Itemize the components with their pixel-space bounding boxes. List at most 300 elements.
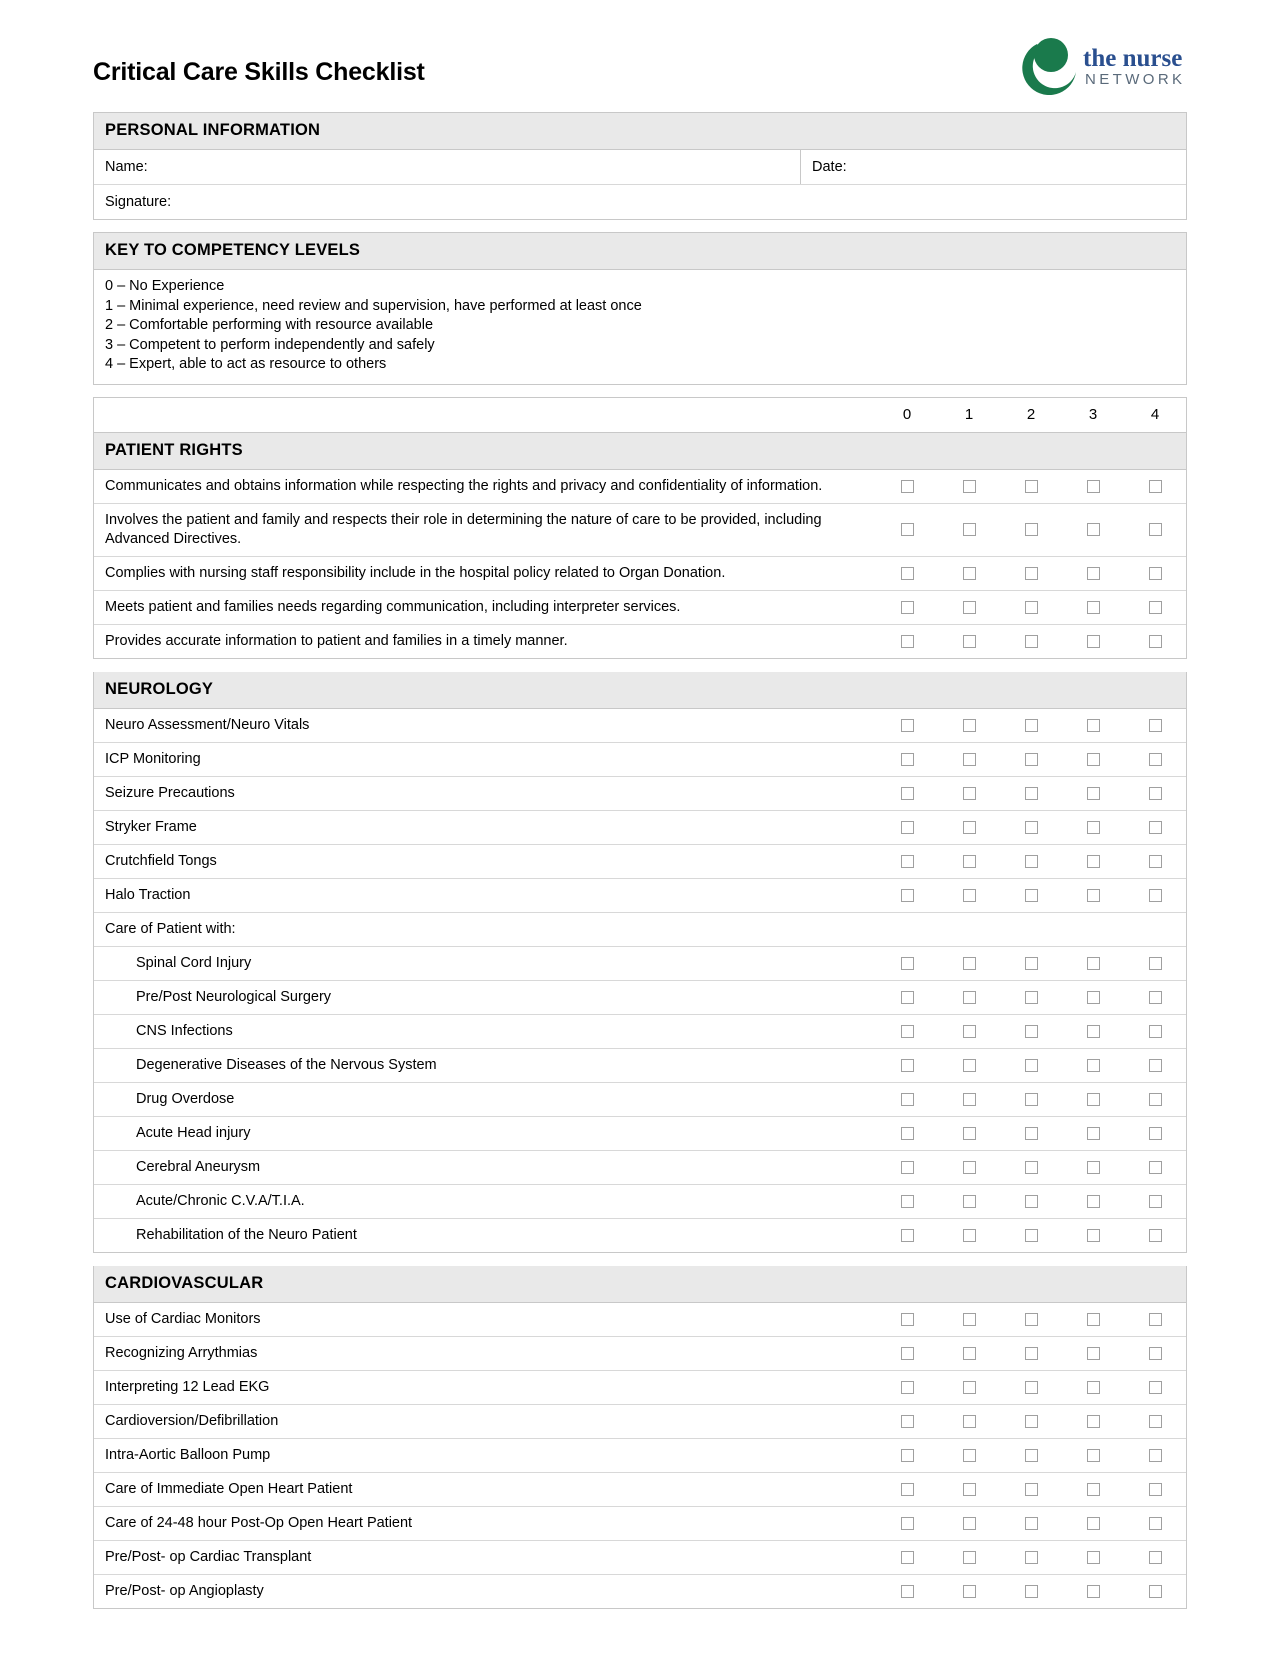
checkbox-1[interactable] (963, 1347, 976, 1360)
checkbox-3[interactable] (1087, 1313, 1100, 1326)
checklist-row (94, 1185, 1186, 1219)
rating-cell-3[interactable] (1062, 1083, 1124, 1116)
rating-cell-3[interactable] (1062, 709, 1124, 742)
rating-cell-4[interactable] (1124, 1439, 1186, 1472)
rating-cell-1[interactable] (938, 981, 1000, 1014)
checkbox-2[interactable] (1025, 1517, 1038, 1530)
rating-cell-1[interactable] (938, 1405, 1000, 1438)
rating-cell-1[interactable] (938, 1541, 1000, 1574)
rating-cell-1[interactable] (938, 1507, 1000, 1540)
checkbox-4[interactable] (1149, 1313, 1162, 1326)
rating-cell-0[interactable] (876, 1541, 938, 1574)
checkbox-3[interactable] (1087, 1347, 1100, 1360)
rating-cell-3[interactable] (1062, 1473, 1124, 1506)
checkbox-2[interactable] (1025, 523, 1038, 536)
checkbox-1[interactable] (963, 1551, 976, 1564)
rating-cell-4[interactable] (1124, 1015, 1186, 1048)
rating-cell-2[interactable] (1000, 1117, 1062, 1150)
rating-cell-3[interactable] (1062, 1049, 1124, 1082)
checkbox-0[interactable] (901, 991, 914, 1004)
checkbox-4[interactable] (1149, 1127, 1162, 1140)
rating-cell-0[interactable] (876, 709, 938, 742)
checkbox-0[interactable] (901, 1551, 914, 1564)
rating-cell-0[interactable] (876, 1151, 938, 1184)
checkbox-1[interactable] (963, 991, 976, 1004)
checkbox-3[interactable] (1087, 855, 1100, 868)
checkbox-3[interactable] (1087, 1025, 1100, 1038)
rating-cell-3[interactable] (1062, 981, 1124, 1014)
rating-cell-3[interactable] (1062, 1371, 1124, 1404)
checkbox-1[interactable] (963, 1093, 976, 1106)
rating-cell-3[interactable] (1062, 1337, 1124, 1370)
checkbox-1[interactable] (963, 635, 976, 648)
checkbox-0[interactable] (901, 1313, 914, 1326)
checkbox-0[interactable] (901, 601, 914, 614)
checkbox-2[interactable] (1025, 719, 1038, 732)
rating-cell-1[interactable] (938, 1473, 1000, 1506)
rating-cell-1[interactable] (938, 504, 1000, 556)
rating-cell-1[interactable] (938, 1371, 1000, 1404)
rating-cell-4[interactable] (1124, 845, 1186, 878)
checkbox-1[interactable] (963, 567, 976, 580)
rating-cell-0[interactable] (876, 591, 938, 624)
checkbox-2[interactable] (1025, 1347, 1038, 1360)
rating-cell-2[interactable] (1000, 879, 1062, 912)
checklist-row (94, 625, 1186, 658)
name-date-row (94, 150, 1186, 185)
rating-cell-3[interactable] (1062, 1541, 1124, 1574)
checkbox-1[interactable] (963, 1025, 976, 1038)
checkbox-1[interactable] (963, 753, 976, 766)
rating-cell-2[interactable] (1000, 1219, 1062, 1252)
signature-field[interactable] (94, 185, 1186, 219)
rating-cell-2[interactable] (1000, 1541, 1062, 1574)
checkbox-2[interactable] (1025, 753, 1038, 766)
rating-cell-3[interactable] (1062, 625, 1124, 658)
checkbox-3[interactable] (1087, 753, 1100, 766)
rating-cell-1[interactable] (938, 1439, 1000, 1472)
rating-cell-empty (938, 913, 1000, 946)
rating-cell-4[interactable] (1124, 1371, 1186, 1404)
checkbox-1[interactable] (963, 889, 976, 902)
checkbox-3[interactable] (1087, 1093, 1100, 1106)
checkbox-3[interactable] (1087, 991, 1100, 1004)
checkbox-0[interactable] (901, 1381, 914, 1394)
checkbox-4[interactable] (1149, 480, 1162, 493)
checkbox-2[interactable] (1025, 1229, 1038, 1242)
checkbox-4[interactable] (1149, 1585, 1162, 1598)
checkbox-0[interactable] (901, 957, 914, 970)
rating-cell-2[interactable] (1000, 1015, 1062, 1048)
checkbox-2[interactable] (1025, 635, 1038, 648)
checkbox-1[interactable] (963, 821, 976, 834)
rating-cell-1[interactable] (938, 879, 1000, 912)
checkbox-2[interactable] (1025, 480, 1038, 493)
rating-cell-2[interactable] (1000, 1303, 1062, 1336)
checkbox-2[interactable] (1025, 1449, 1038, 1462)
checkbox-4[interactable] (1149, 1093, 1162, 1106)
rating-cell-4[interactable] (1124, 1541, 1186, 1574)
date-field[interactable] (801, 150, 1186, 184)
rating-cell-0[interactable] (876, 1015, 938, 1048)
rating-cell-1[interactable] (938, 591, 1000, 624)
checkbox-1[interactable] (963, 855, 976, 868)
checkbox-2[interactable] (1025, 1093, 1038, 1106)
checkbox-4[interactable] (1149, 635, 1162, 648)
checkbox-0[interactable] (901, 753, 914, 766)
rating-cell-4[interactable] (1124, 1083, 1186, 1116)
checkbox-2[interactable] (1025, 1585, 1038, 1598)
checkbox-2[interactable] (1025, 601, 1038, 614)
checkbox-4[interactable] (1149, 1381, 1162, 1394)
checkbox-2[interactable] (1025, 889, 1038, 902)
checkbox-2[interactable] (1025, 1025, 1038, 1038)
rating-cell-3[interactable] (1062, 777, 1124, 810)
rating-cell-3[interactable] (1062, 1151, 1124, 1184)
checkbox-3[interactable] (1087, 1127, 1100, 1140)
rating-cell-4[interactable] (1124, 879, 1186, 912)
rating-cell-3[interactable] (1062, 1303, 1124, 1336)
rating-cell-0[interactable] (876, 811, 938, 844)
rating-cell-4[interactable] (1124, 1473, 1186, 1506)
checkbox-0[interactable] (901, 567, 914, 580)
checkbox-4[interactable] (1149, 957, 1162, 970)
checkbox-4[interactable] (1149, 1415, 1162, 1428)
checkbox-0[interactable] (901, 855, 914, 868)
checkbox-2[interactable] (1025, 1483, 1038, 1496)
checkbox-0[interactable] (901, 1449, 914, 1462)
rating-cell-2[interactable] (1000, 1439, 1062, 1472)
checkbox-0[interactable] (901, 1025, 914, 1038)
checkbox-0[interactable] (901, 635, 914, 648)
rating-cell-3[interactable] (1062, 743, 1124, 776)
checkbox-4[interactable] (1149, 855, 1162, 868)
rating-cell-1[interactable] (938, 845, 1000, 878)
checkbox-2[interactable] (1025, 957, 1038, 970)
checkbox-4[interactable] (1149, 753, 1162, 766)
checkbox-2[interactable] (1025, 1551, 1038, 1564)
rating-cell-3[interactable] (1062, 1439, 1124, 1472)
checklist-item-label: Use of Cardiac Monitors (105, 1310, 261, 1327)
checkbox-1[interactable] (963, 1449, 976, 1462)
rating-cell-2[interactable] (1000, 1185, 1062, 1218)
checkbox-3[interactable] (1087, 1415, 1100, 1428)
checkbox-1[interactable] (963, 1313, 976, 1326)
rating-cell-4[interactable] (1124, 981, 1186, 1014)
checkbox-1[interactable] (963, 719, 976, 732)
checkbox-3[interactable] (1087, 1449, 1100, 1462)
checkbox-0[interactable] (901, 1195, 914, 1208)
checkbox-2[interactable] (1025, 991, 1038, 1004)
checkbox-4[interactable] (1149, 1347, 1162, 1360)
checkbox-0[interactable] (901, 1127, 914, 1140)
rating-cell-0[interactable] (876, 947, 938, 980)
rating-cell-0[interactable] (876, 1303, 938, 1336)
rating-cell-1[interactable] (938, 470, 1000, 503)
rating-cell-0[interactable] (876, 1219, 938, 1252)
checkbox-4[interactable] (1149, 1161, 1162, 1174)
checkbox-3[interactable] (1087, 601, 1100, 614)
rating-cell-4[interactable] (1124, 1219, 1186, 1252)
rating-cell-3[interactable] (1062, 1117, 1124, 1150)
section-heading: NEUROLOGY (94, 672, 1186, 709)
rating-cell-4[interactable] (1124, 777, 1186, 810)
checkbox-4[interactable] (1149, 889, 1162, 902)
checkbox-1[interactable] (963, 1161, 976, 1174)
checkbox-4[interactable] (1149, 601, 1162, 614)
rating-cell-2[interactable] (1000, 981, 1062, 1014)
rating-cell-1[interactable] (938, 1151, 1000, 1184)
checkbox-1[interactable] (963, 1415, 976, 1428)
rating-cell-1[interactable] (938, 1083, 1000, 1116)
rating-cell-4[interactable] (1124, 470, 1186, 503)
rating-cell-0[interactable] (876, 1507, 938, 1540)
rating-cell-1[interactable] (938, 1575, 1000, 1608)
rating-cell-1[interactable] (938, 557, 1000, 590)
rating-cell-2[interactable] (1000, 1337, 1062, 1370)
checkbox-1[interactable] (963, 1229, 976, 1242)
checkbox-3[interactable] (1087, 1381, 1100, 1394)
rating-cell-0[interactable] (876, 879, 938, 912)
checkbox-0[interactable] (901, 1093, 914, 1106)
rating-cell-0[interactable] (876, 557, 938, 590)
checkbox-2[interactable] (1025, 1127, 1038, 1140)
rating-cell-4[interactable] (1124, 1151, 1186, 1184)
rating-cell-4[interactable] (1124, 504, 1186, 556)
rating-cell-4[interactable] (1124, 1575, 1186, 1608)
checkbox-2[interactable] (1025, 1161, 1038, 1174)
rating-cell-1[interactable] (938, 1049, 1000, 1082)
checkbox-1[interactable] (963, 1195, 976, 1208)
rating-cell-2[interactable] (1000, 709, 1062, 742)
rating-cell-3[interactable] (1062, 1015, 1124, 1048)
checkbox-1[interactable] (963, 523, 976, 536)
checkbox-0[interactable] (901, 480, 914, 493)
rating-cell-2[interactable] (1000, 1371, 1062, 1404)
rating-cell-1[interactable] (938, 743, 1000, 776)
checkbox-4[interactable] (1149, 787, 1162, 800)
rating-cell-4[interactable] (1124, 1337, 1186, 1370)
rating-cell-4[interactable] (1124, 709, 1186, 742)
checkbox-0[interactable] (901, 523, 914, 536)
rating-cell-1[interactable] (938, 947, 1000, 980)
rating-cell-4[interactable] (1124, 557, 1186, 590)
checkbox-1[interactable] (963, 1127, 976, 1140)
checkbox-4[interactable] (1149, 1483, 1162, 1496)
rating-cell-2[interactable] (1000, 557, 1062, 590)
checklist-row (94, 504, 1186, 557)
rating-cell-2[interactable] (1000, 1083, 1062, 1116)
rating-cell-3[interactable] (1062, 947, 1124, 980)
rating-cell-0[interactable] (876, 504, 938, 556)
rating-cell-1[interactable] (938, 1015, 1000, 1048)
rating-cell-0[interactable] (876, 1439, 938, 1472)
checkbox-3[interactable] (1087, 1059, 1100, 1072)
rating-cell-4[interactable] (1124, 625, 1186, 658)
rating-cell-2[interactable] (1000, 625, 1062, 658)
rating-cell-2[interactable] (1000, 591, 1062, 624)
rating-cell-3[interactable] (1062, 1507, 1124, 1540)
rating-cell-0[interactable] (876, 845, 938, 878)
rating-cell-1[interactable] (938, 1117, 1000, 1150)
rating-cell-2[interactable] (1000, 1151, 1062, 1184)
rating-cell-0[interactable] (876, 743, 938, 776)
rating-cell-0[interactable] (876, 1049, 938, 1082)
checkbox-4[interactable] (1149, 821, 1162, 834)
checkbox-3[interactable] (1087, 1483, 1100, 1496)
checkbox-0[interactable] (901, 1161, 914, 1174)
rating-cell-4[interactable] (1124, 1507, 1186, 1540)
rating-cell-1[interactable] (938, 1337, 1000, 1370)
checkbox-4[interactable] (1149, 1551, 1162, 1564)
checkbox-4[interactable] (1149, 1449, 1162, 1462)
checkbox-1[interactable] (963, 480, 976, 493)
checkbox-4[interactable] (1149, 1025, 1162, 1038)
rating-cell-0[interactable] (876, 1473, 938, 1506)
rating-cell-3[interactable] (1062, 557, 1124, 590)
rating-cell-0[interactable] (876, 625, 938, 658)
checkbox-3[interactable] (1087, 889, 1100, 902)
checkbox-0[interactable] (901, 889, 914, 902)
rating-cell-1[interactable] (938, 811, 1000, 844)
checkbox-4[interactable] (1149, 991, 1162, 1004)
rating-cell-0[interactable] (876, 777, 938, 810)
rating-cell-2[interactable] (1000, 743, 1062, 776)
checkbox-4[interactable] (1149, 1059, 1162, 1072)
rating-cell-1[interactable] (938, 777, 1000, 810)
checkbox-3[interactable] (1087, 1517, 1100, 1530)
checkbox-3[interactable] (1087, 1551, 1100, 1564)
rating-cell-3[interactable] (1062, 1575, 1124, 1608)
rating-cell-0[interactable] (876, 1117, 938, 1150)
rating-cell-2[interactable] (1000, 504, 1062, 556)
rating-cell-1[interactable] (938, 1303, 1000, 1336)
rating-cell-4[interactable] (1124, 1117, 1186, 1150)
checkbox-4[interactable] (1149, 719, 1162, 732)
rating-cell-3[interactable] (1062, 1219, 1124, 1252)
rating-cell-0[interactable] (876, 1405, 938, 1438)
rating-cell-0[interactable] (876, 981, 938, 1014)
checkbox-1[interactable] (963, 1381, 976, 1394)
checkbox-4[interactable] (1149, 1195, 1162, 1208)
checkbox-0[interactable] (901, 1229, 914, 1242)
checkbox-3[interactable] (1087, 1229, 1100, 1242)
checkbox-0[interactable] (901, 787, 914, 800)
rating-cell-3[interactable] (1062, 1405, 1124, 1438)
checkbox-3[interactable] (1087, 635, 1100, 648)
checkbox-3[interactable] (1087, 1161, 1100, 1174)
rating-cell-2[interactable] (1000, 1575, 1062, 1608)
checkbox-2[interactable] (1025, 787, 1038, 800)
checkbox-4[interactable] (1149, 1517, 1162, 1530)
rating-cell-0[interactable] (876, 1371, 938, 1404)
checkbox-2[interactable] (1025, 1195, 1038, 1208)
checkbox-3[interactable] (1087, 523, 1100, 536)
checkbox-3[interactable] (1087, 957, 1100, 970)
checkbox-3[interactable] (1087, 787, 1100, 800)
checkbox-0[interactable] (901, 1347, 914, 1360)
rating-cell-4[interactable] (1124, 1185, 1186, 1218)
checkbox-2[interactable] (1025, 821, 1038, 834)
rating-cell-4[interactable] (1124, 811, 1186, 844)
rating-cell-3[interactable] (1062, 504, 1124, 556)
checkbox-3[interactable] (1087, 719, 1100, 732)
checkbox-3[interactable] (1087, 480, 1100, 493)
rating-cell-0[interactable] (876, 1575, 938, 1608)
rating-cell-4[interactable] (1124, 743, 1186, 776)
rating-cell-2[interactable] (1000, 845, 1062, 878)
rating-cell-0[interactable] (876, 1083, 938, 1116)
checkbox-3[interactable] (1087, 821, 1100, 834)
checkbox-1[interactable] (963, 1517, 976, 1530)
checkbox-1[interactable] (963, 1585, 976, 1598)
checkbox-3[interactable] (1087, 567, 1100, 580)
name-field[interactable] (94, 150, 801, 184)
checkbox-1[interactable] (963, 957, 976, 970)
checkbox-1[interactable] (963, 601, 976, 614)
rating-cell-3[interactable] (1062, 879, 1124, 912)
rating-cell-2[interactable] (1000, 947, 1062, 980)
rating-cell-4[interactable] (1124, 1405, 1186, 1438)
rating-cell-1[interactable] (938, 1219, 1000, 1252)
checkbox-0[interactable] (901, 1483, 914, 1496)
rating-cell-2[interactable] (1000, 811, 1062, 844)
rating-cell-3[interactable] (1062, 591, 1124, 624)
rating-cell-1[interactable] (938, 625, 1000, 658)
rating-cell-1[interactable] (938, 1185, 1000, 1218)
checkbox-1[interactable] (963, 787, 976, 800)
rating-cell-0[interactable] (876, 1185, 938, 1218)
checkbox-0[interactable] (901, 1059, 914, 1072)
rating-cell-4[interactable] (1124, 1049, 1186, 1082)
rating-cell-4[interactable] (1124, 591, 1186, 624)
rating-cell-1[interactable] (938, 709, 1000, 742)
rating-cell-0[interactable] (876, 470, 938, 503)
rating-cell-2[interactable] (1000, 1473, 1062, 1506)
checkbox-2[interactable] (1025, 1381, 1038, 1394)
checkbox-3[interactable] (1087, 1195, 1100, 1208)
checkbox-4[interactable] (1149, 567, 1162, 580)
rating-cell-2[interactable] (1000, 1049, 1062, 1082)
rating-cell-3[interactable] (1062, 1185, 1124, 1218)
rating-cell-2[interactable] (1000, 777, 1062, 810)
rating-cell-2[interactable] (1000, 470, 1062, 503)
checkbox-4[interactable] (1149, 523, 1162, 536)
checkbox-3[interactable] (1087, 1585, 1100, 1598)
rating-cell-3[interactable] (1062, 811, 1124, 844)
rating-cell-0[interactable] (876, 1337, 938, 1370)
checkbox-1[interactable] (963, 1059, 976, 1072)
checkbox-0[interactable] (901, 719, 914, 732)
rating-cell-3[interactable] (1062, 470, 1124, 503)
rating-cell-2[interactable] (1000, 1405, 1062, 1438)
rating-cell-2[interactable] (1000, 1507, 1062, 1540)
checkbox-2[interactable] (1025, 855, 1038, 868)
checkbox-1[interactable] (963, 1483, 976, 1496)
checkbox-2[interactable] (1025, 1415, 1038, 1428)
rating-cell-4[interactable] (1124, 947, 1186, 980)
checkbox-0[interactable] (901, 1517, 914, 1530)
checkbox-2[interactable] (1025, 567, 1038, 580)
checkbox-0[interactable] (901, 1585, 914, 1598)
checkbox-2[interactable] (1025, 1313, 1038, 1326)
rating-cell-3[interactable] (1062, 845, 1124, 878)
checkbox-0[interactable] (901, 821, 914, 834)
checkbox-0[interactable] (901, 1415, 914, 1428)
rating-cell-4[interactable] (1124, 1303, 1186, 1336)
checkbox-4[interactable] (1149, 1229, 1162, 1242)
checkbox-2[interactable] (1025, 1059, 1038, 1072)
